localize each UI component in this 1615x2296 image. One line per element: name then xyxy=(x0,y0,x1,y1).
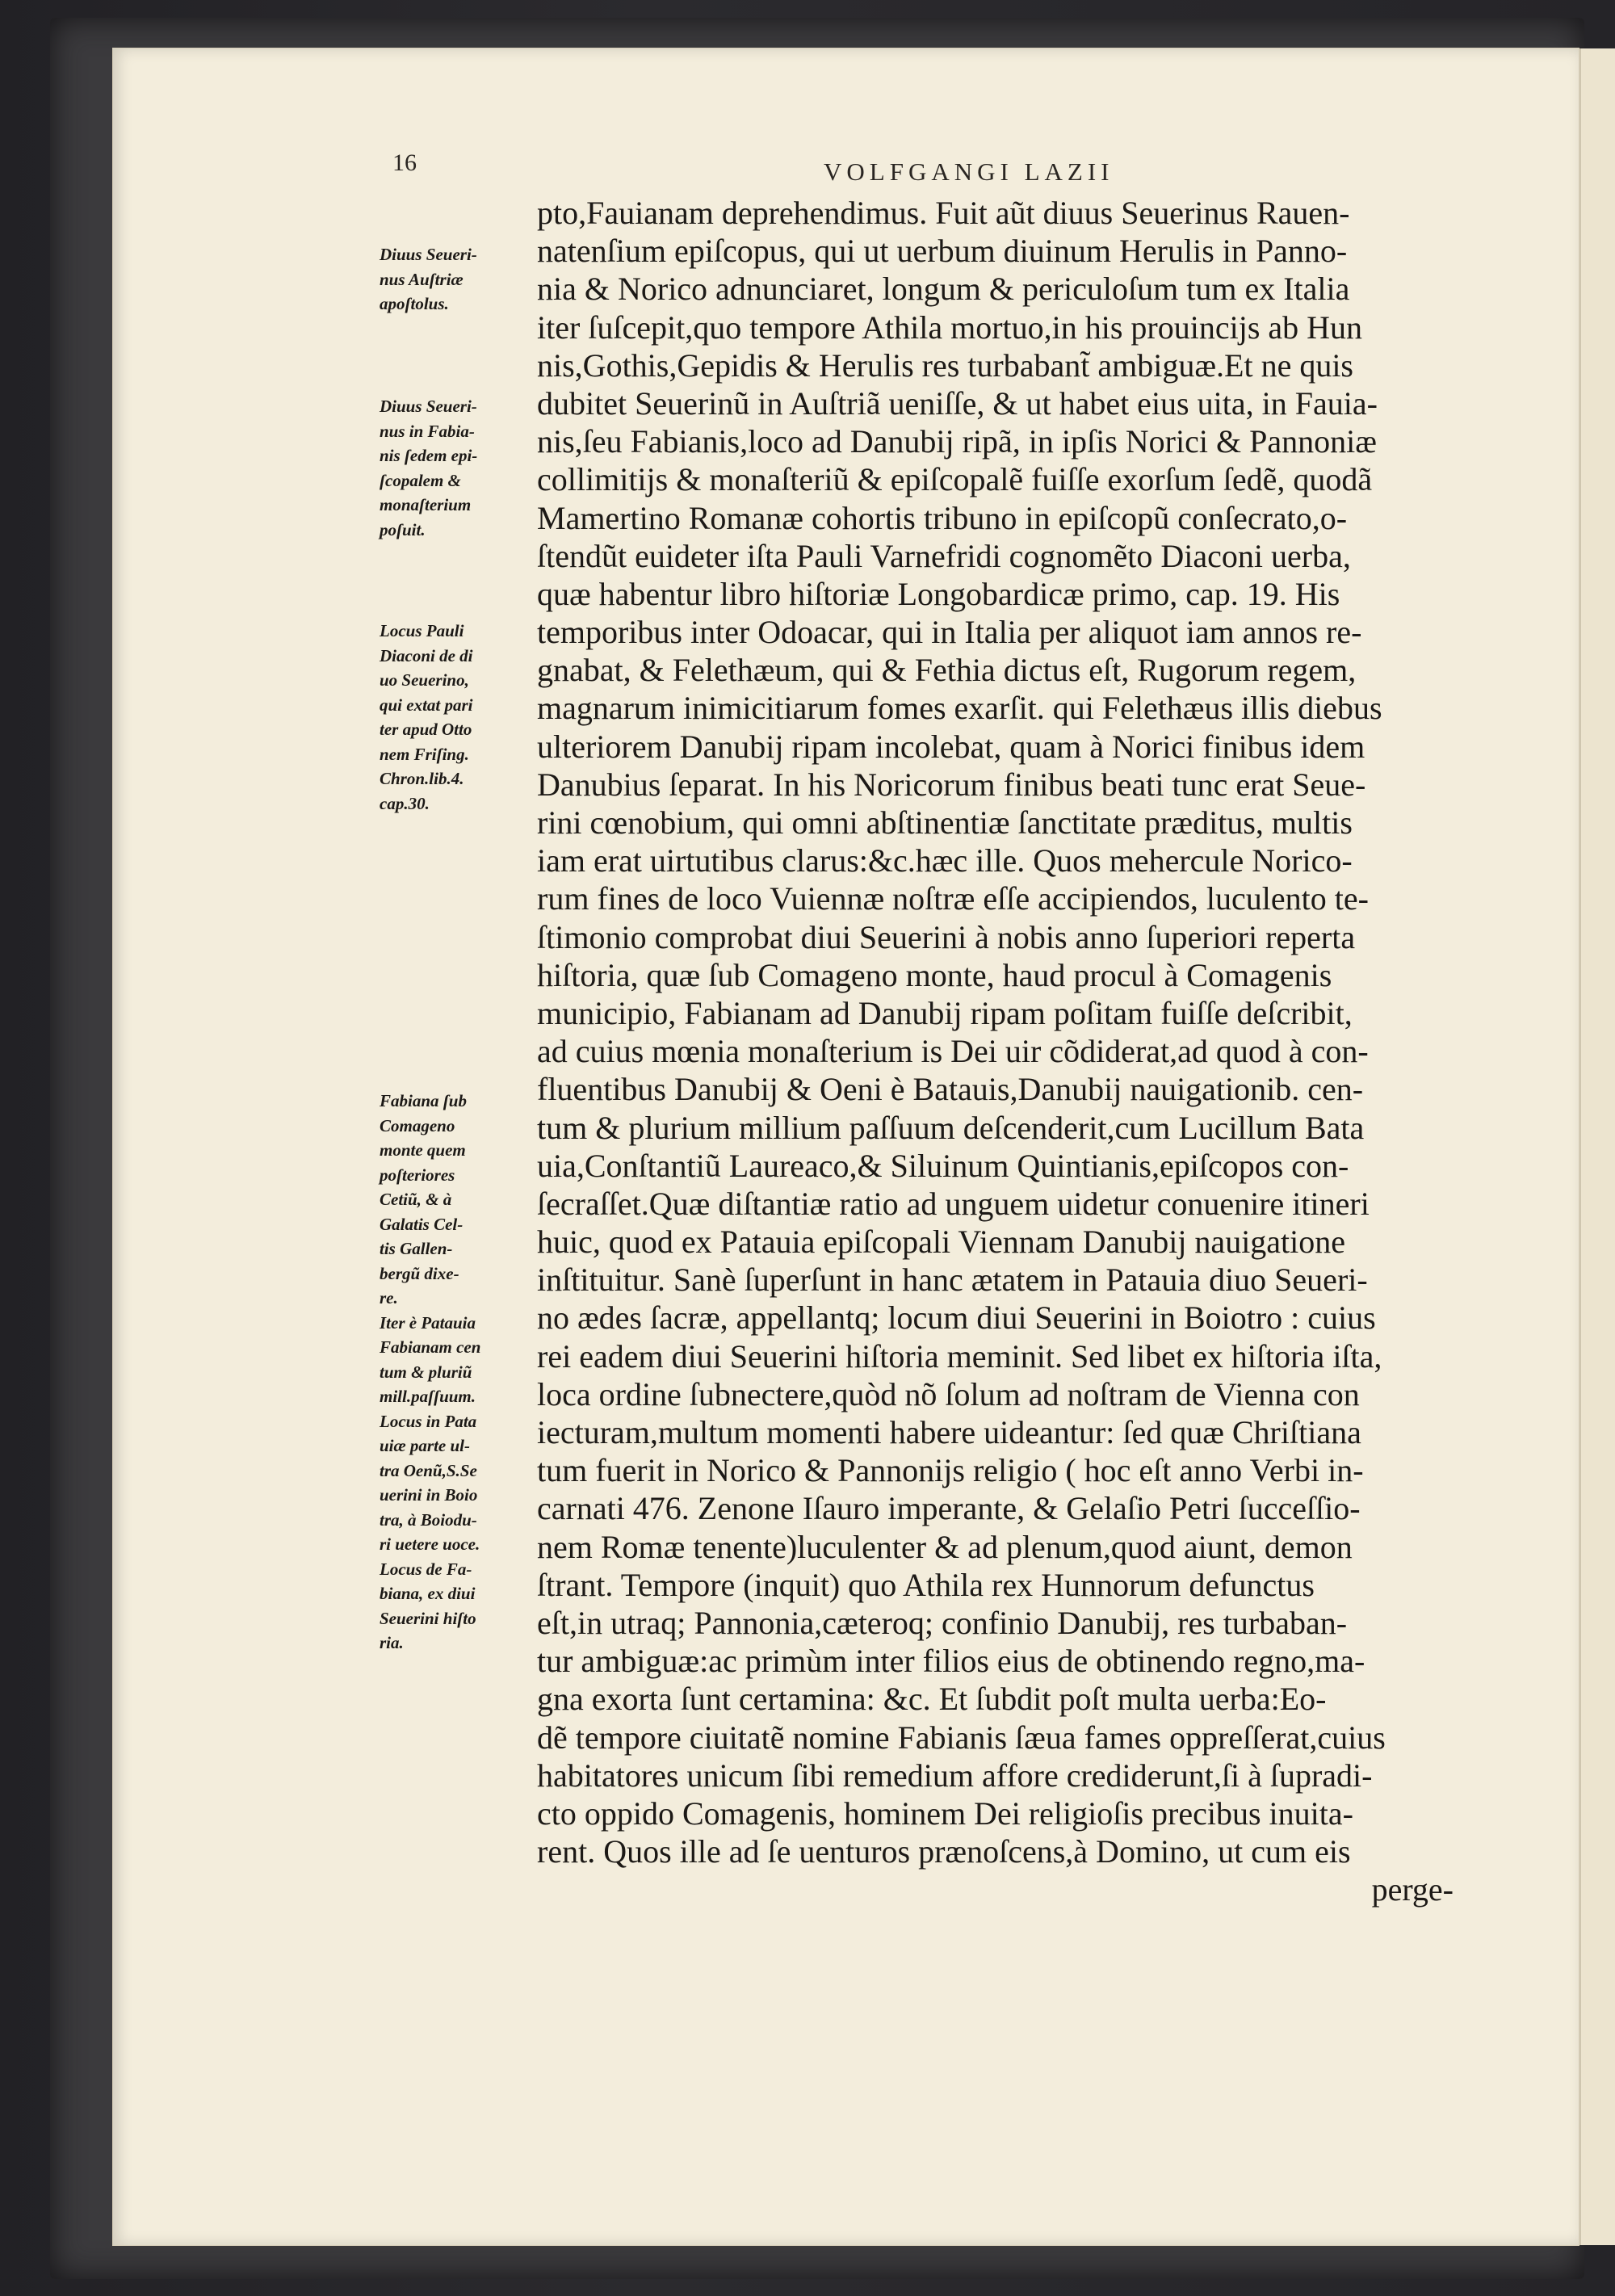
marginal-note-line: Locus de Fa- xyxy=(380,1559,472,1579)
text-line: nia & Norico adnunciaret, longum & periculoſum tum ex Italia xyxy=(537,271,1350,308)
text-line: quæ habentur libro hiſtoriæ Longobardicæ primo, cap. 19. His xyxy=(537,575,1340,612)
marginal-note-line: Diaconi de di xyxy=(380,645,473,665)
main-text-block xyxy=(537,194,1454,1908)
text-line: iam erat uirtutibus clarus:&c.hæc ille. Quos mehercule Norico- xyxy=(537,842,1353,879)
text-line: tur ambiguæ:ac primùm inter filios eius de obtinendo regno,ma- xyxy=(537,1643,1365,1680)
marginal-note-line: monaſterium xyxy=(380,495,472,514)
marginal-note-line: Locus Pauli xyxy=(380,621,464,640)
marginal-note-line: Fabiana ſub xyxy=(380,1091,467,1110)
marginal-note-line: mill.paſſuum. xyxy=(380,1387,476,1406)
text-line: municipio, Fabianam ad Danubij ripam poſitam fuiſſe deſcribit, xyxy=(537,994,1353,1031)
marginal-note-line: poſuit. xyxy=(380,519,426,539)
text-line: ſtendũt euideter iſta Pauli Varnefridi cognomẽto Diaconi uerba, xyxy=(537,537,1351,574)
marginal-note-line: Chron.lib.4. xyxy=(380,769,464,788)
text-line: natenſium epiſcopus, qui ut uerbum diuinum Herulis in Panno- xyxy=(537,233,1348,270)
text-line: nis,ſeu Fabianis,loco ad Danubij ripã, in ipſis Norici & Pannoniæ xyxy=(537,423,1377,460)
text-line: collimitijs & monaſteriũ & epiſcopalẽ fuiſſe exorſum ſedẽ, quodã xyxy=(537,461,1373,498)
text-line: ad cuius mœnia monaſterium is Dei uir cõdiderat,ad quod à con- xyxy=(537,1033,1369,1070)
marginal-note-line: tum & pluriũ xyxy=(380,1362,472,1382)
text-line: habitatores unicum ſibi remedium affore crediderunt,ſi à ſupradi- xyxy=(537,1757,1373,1794)
text-line: inſtituitur. Sanè ſuperſunt in hanc ætatem in Patauia diuo Seueri- xyxy=(537,1261,1368,1299)
text-line: gna exorta ſunt certamina: &c. Et ſubdit poſt multa uerba:Eo- xyxy=(537,1681,1327,1718)
text-line: ſtrant. Tempore (inquit) quo Athila rex Hunnorum defunctus xyxy=(537,1566,1315,1603)
text-line: fluentibus Danubij & Oeni è Batauis,Danubij nauigationib. cen- xyxy=(537,1071,1364,1108)
marginal-note-line: Cetiũ, & à xyxy=(380,1190,452,1209)
marginal-note-line: re. xyxy=(380,1288,398,1308)
marginal-note-line: Fabianam cen xyxy=(380,1337,481,1357)
marginal-note-line: Iter è Patauia xyxy=(380,1312,476,1333)
text-line: dubitet Seuerinũ in Auſtriã ueniſſe, & ut habet eius uita, in Fauia- xyxy=(537,384,1378,422)
text-line: dẽ tempore ciuitatẽ nomine Fabianis ſæua fames oppreſſerat,cuius xyxy=(537,1719,1386,1756)
text-line: rei eadem diui Seuerini hiſtoria meminit. Sed libet ex hiſtoria iſta, xyxy=(537,1337,1382,1375)
text-line: ulteriorem Danubij ripam incolebat, quam à Norici finibus idem xyxy=(537,728,1365,765)
page-number: 16 xyxy=(392,149,417,176)
marginal-note-line: ria. xyxy=(380,1633,404,1652)
marginal-note-line: nus in Fabia- xyxy=(380,421,475,441)
text-line: huic, quod ex Patauia epiſcopali Viennam Danubij nauigatione xyxy=(537,1224,1346,1261)
text-line: rum fines de loco Vuiennæ noſtræ eſſe accipiendos, luculento te- xyxy=(537,880,1369,917)
text-line: Danubius ſeparat. In his Noricorum finibus beati tunc erat Seue- xyxy=(537,766,1366,803)
marginal-note-line: Comageno xyxy=(380,1115,455,1135)
marginal-note-line: biana, ex diui xyxy=(380,1584,476,1603)
marginal-note-line: Galatis Cel- xyxy=(380,1214,464,1234)
marginal-note-line: ter apud Otto xyxy=(380,720,472,739)
marginal-note-line: nus Auſtriæ xyxy=(380,269,464,289)
text-line: ſtimonio comprobat diui Seuerini à nobis anno ſuperiori reperta xyxy=(537,918,1356,955)
marginal-note xyxy=(380,619,473,816)
marginal-note-line: tis Gallen- xyxy=(380,1239,453,1258)
marginal-note-line: cap.30. xyxy=(380,793,430,813)
marginal-note-line: apoſtolus. xyxy=(380,294,449,313)
text-line: loca ordine ſubnectere,quòd nõ ſolum ad noſtram de Vienna con xyxy=(537,1375,1360,1412)
text-line: ſecraſſet.Quæ diſtantiæ ratio ad unguem uidetur conuenire itineri xyxy=(537,1185,1370,1222)
text-line: nem Romæ tenente)luculenter & ad plenum,quod aiunt, demon xyxy=(537,1528,1353,1565)
text-line: no ædes ſacræ, appellantq; locum diui Seuerini in Boiotro : cuius xyxy=(537,1299,1376,1337)
marginal-note-line: uo Seuerino, xyxy=(380,670,469,690)
marginal-note-line: Seuerini hiſto xyxy=(380,1608,476,1628)
marginal-note-line: poſteriores xyxy=(380,1165,455,1185)
text-line: Mamertino Romanæ cohortis tribuno in epiſcopũ conſecrato,o- xyxy=(537,499,1348,536)
marginal-note-line: qui extat pari xyxy=(380,695,473,715)
marginal-note xyxy=(380,1089,480,1656)
text-line: magnarum inimicitiarum fomes exarſit. qui Felethæus illis diebus xyxy=(537,690,1382,727)
text-line: uia,Conſtantiũ Laureaco,& Siluinum Quintianis,epiſcopos con- xyxy=(537,1147,1349,1184)
text-line: cto oppido Comagenis, hominem Dei religioſis precibus inuita- xyxy=(537,1794,1353,1832)
facing-page-edge xyxy=(1579,48,1615,2245)
text-line: pto,Fauianam deprehendimus. Fuit aũt diuus Seuerinus Rauen- xyxy=(537,195,1350,231)
marginal-note-line: nem Friſing. xyxy=(380,744,469,764)
marginal-note xyxy=(380,394,477,542)
running-head: VOLFGANGI LAZII xyxy=(824,157,1114,186)
marginal-note-line: Diuus Seueri- xyxy=(380,245,477,264)
marginal-note-line: uerini in Boio xyxy=(380,1485,478,1505)
text-line: eſt,in utraq; Pannonia,cæteroq; confinio Danubij, res turbaban- xyxy=(537,1604,1348,1641)
marginal-note-line: bergũ dixe- xyxy=(380,1263,459,1283)
marginal-note-line: monte quem xyxy=(380,1140,466,1160)
text-line: nis,Gothis,Gepidis & Herulis res turbabant̃ ambiguæ.Et ne quis xyxy=(537,346,1353,384)
marginal-note-line: nis ſedem epi- xyxy=(380,446,478,465)
text-line: temporibus inter Odoacar, qui in Italia per aliquot iam annos re- xyxy=(537,614,1362,651)
marginal-note xyxy=(380,242,477,317)
text-line: tum & plurium millium paſſuum deſcenderit,cum Lucillum Bata xyxy=(537,1109,1365,1146)
text-line: rini cœnobium, qui omni abſtinentiæ ſanctitate præditus, multis xyxy=(537,804,1353,841)
marginal-note-line: uiæ parte ul- xyxy=(380,1436,471,1455)
text-line: iter ſuſcepit,quo tempore Athila mortuo,in his prouincijs ab Hun xyxy=(537,309,1363,346)
text-line: gnabat, & Felethæum, qui & Fethia dictus eſt, Rugorum regem, xyxy=(537,652,1357,689)
catchword: perge- xyxy=(1371,1871,1454,1908)
text-line: rent. Quos ille ad ſe uenturos prænoſcens,à Domino, ut cum eis xyxy=(537,1833,1351,1870)
text-line: tum fuerit in Norico & Pannonijs religio ( hoc eſt anno Verbi in- xyxy=(537,1452,1364,1489)
marginal-note-line: tra Oenũ,S.Se xyxy=(380,1460,477,1480)
marginal-note-line: ri uetere uoce. xyxy=(380,1534,480,1554)
text-line: hiſtoria, quæ ſub Comageno monte, haud procul à Comagenis xyxy=(537,956,1332,993)
marginal-note-line: Locus in Pata xyxy=(380,1411,477,1431)
marginal-note-line: ſcopalem & xyxy=(380,470,461,490)
marginal-note-line: tra, à Boiodu- xyxy=(380,1509,477,1530)
marginal-note-line: Diuus Seueri- xyxy=(380,397,477,416)
text-line: iecturam,multum momenti habere uideantur: ſed quæ Chriſtiana xyxy=(537,1414,1361,1450)
text-line: carnati 476. Zenone Iſauro imperante, & Gelaſio Petri ſucceſſio- xyxy=(537,1490,1361,1527)
